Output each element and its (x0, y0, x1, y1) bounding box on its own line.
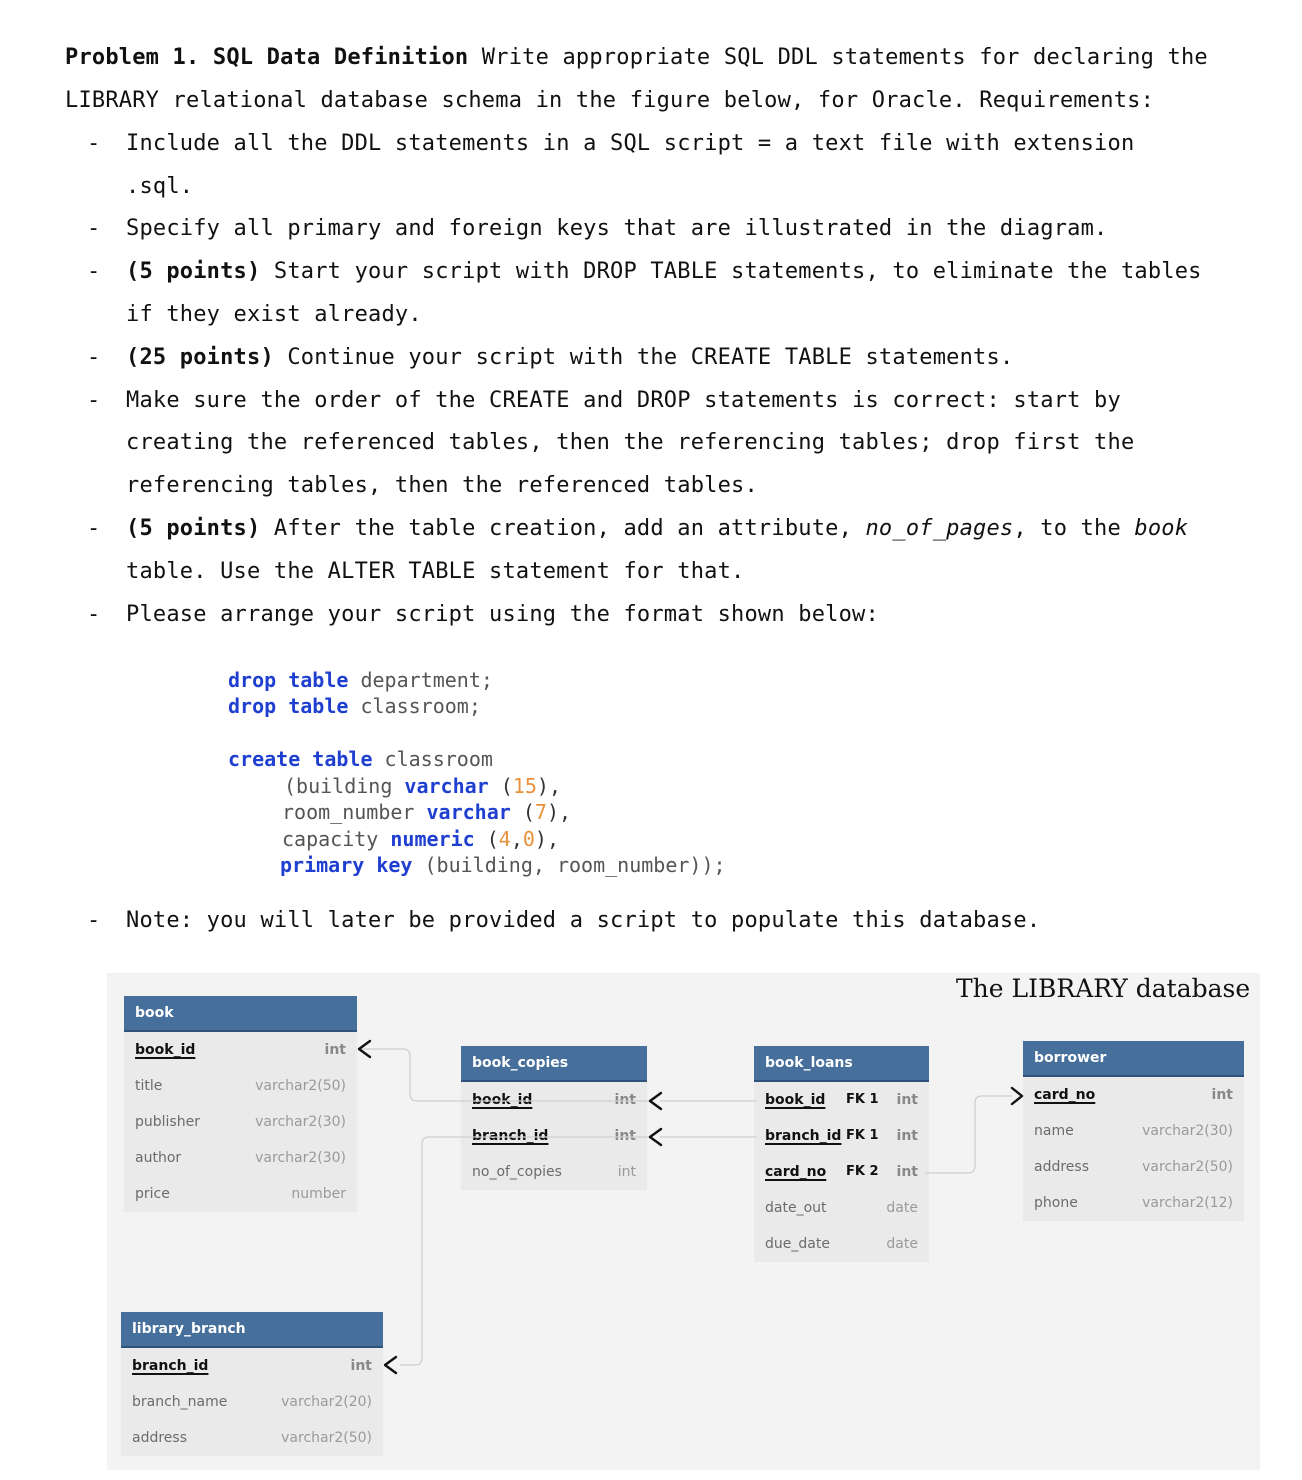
bullet-6-text: After the table creation, add an attribute, (260, 516, 866, 541)
crow-foot-icon (650, 1093, 661, 1109)
code-text: , (510, 827, 523, 851)
code-number: 7 (534, 800, 547, 824)
bullet-dash: - (87, 131, 101, 156)
column-name: phone (1034, 1195, 1078, 1211)
column-type: int (324, 1042, 346, 1058)
column-type: varchar2(30) (255, 1114, 346, 1130)
column-type: int (896, 1092, 918, 1108)
bullet-2-line-1: Specify all primary and foreign keys that are illustrated in the diagram. (126, 216, 1108, 241)
bullet-dash: - (87, 516, 101, 541)
keyword: create table (228, 747, 373, 771)
problem-intro: Write appropriate SQL DDL statements for declaring the (468, 45, 1208, 70)
book-to-book-copies-line (360, 1049, 651, 1101)
column-type: int (614, 1092, 636, 1108)
code-text: ( (510, 800, 535, 824)
code-text: (building, room_number)); (412, 853, 726, 877)
column-type: date (886, 1200, 918, 1216)
keyword: varchar (404, 774, 489, 798)
primary-key-column: branch_id (472, 1128, 549, 1144)
column-name: price (135, 1186, 170, 1202)
bullet-5-line-2: creating the referenced tables, then the referencing tables; drop first the (126, 430, 1135, 455)
arrow-head-icon (1012, 1088, 1022, 1104)
column-type: varchar2(20) (281, 1394, 372, 1410)
keyword: numeric (390, 827, 475, 851)
column-type: varchar2(50) (255, 1078, 346, 1094)
column-type: int (350, 1358, 372, 1374)
table-name-book: book (1134, 516, 1189, 541)
code-text: ( (474, 827, 499, 851)
bullet-4-text: Continue your script with the CREATE TABLE statements. (273, 345, 1014, 370)
library-branch-to-book-copies-line (400, 1137, 651, 1365)
bullet-1-line-2: .sql. (126, 174, 194, 199)
column-type: date (886, 1236, 918, 1252)
keyword: primary key (280, 853, 413, 877)
bullet-dash: - (87, 259, 101, 284)
attribute-name: no_of_pages (865, 516, 1014, 541)
column-type: int (614, 1128, 636, 1144)
column-type: number (291, 1186, 346, 1202)
keyword: drop table (228, 694, 349, 718)
keyword: drop table (228, 668, 349, 692)
table-header: borrower (1023, 1041, 1244, 1077)
table-header: library_branch (121, 1312, 383, 1348)
bullet-3-points: (5 points) (126, 259, 261, 284)
code-text: ), (546, 800, 572, 824)
code-text: capacity (282, 827, 391, 851)
bullet-6-points: (5 points) (126, 516, 261, 541)
bullet-5-line-1: Make sure the order of the CREATE and DROP statements is correct: start by (126, 388, 1121, 413)
column-name: address (132, 1430, 188, 1446)
code-text: (building (284, 774, 405, 798)
code-text: classroom; (348, 694, 481, 718)
foreign-key-label: FK 1 (846, 1128, 879, 1143)
code-text: room_number (282, 800, 427, 824)
column-type: varchar2(50) (1142, 1159, 1233, 1175)
code-text: classroom (372, 747, 493, 771)
crow-foot-icon (650, 1129, 661, 1145)
column-type: varchar2(50) (281, 1430, 372, 1446)
bullet-dash: - (87, 388, 101, 413)
diagram-title: The LIBRARY database (956, 974, 1251, 1003)
book-loans-to-borrower-line (925, 1096, 1012, 1173)
primary-key-column: branch_id (765, 1128, 842, 1144)
primary-key-column: book_id (135, 1042, 196, 1058)
column-type: varchar2(30) (1142, 1123, 1233, 1139)
primary-key-column: card_no (765, 1164, 827, 1180)
primary-key-column: card_no (1034, 1087, 1096, 1103)
column-type: int (617, 1164, 636, 1180)
bullet-6-line-2: table. Use the ALTER TABLE statement for that. (126, 559, 745, 584)
column-type: varchar2(30) (255, 1150, 346, 1166)
column-name: address (1034, 1159, 1090, 1175)
column-type: varchar2(12) (1142, 1195, 1233, 1211)
column-type: int (896, 1128, 918, 1144)
bullet-5-line-3: referencing tables, then the referenced tables. (126, 473, 758, 498)
bullet-6-text-2: , to the (1013, 516, 1135, 541)
keyword: varchar (426, 800, 511, 824)
primary-key-column: branch_id (132, 1358, 209, 1374)
code-number: 0 (522, 827, 535, 851)
bullet-1-line-1: Include all the DDL statements in a SQL script = a text file with extension (126, 131, 1135, 156)
code-number: 15 (512, 774, 537, 798)
primary-key-column: book_id (765, 1092, 826, 1108)
problem-heading: Problem 1. SQL Data Definition (65, 45, 469, 70)
column-type: int (1211, 1087, 1233, 1103)
code-text: ), (536, 774, 561, 798)
bullet-3-line-2: if they exist already. (126, 302, 422, 327)
crow-foot-icon (385, 1357, 396, 1373)
bullet-dash: - (87, 216, 101, 241)
code-text: department; (348, 668, 493, 692)
primary-key-column: book_id (472, 1092, 533, 1108)
bullet-dash: - (87, 345, 101, 370)
code-text: ), (534, 827, 559, 851)
table-header: book (124, 996, 357, 1032)
column-name: publisher (135, 1114, 200, 1130)
column-name: due_date (765, 1236, 830, 1252)
column-name: author (135, 1150, 182, 1166)
bullet-8-line-1: Note: you will later be provided a script to populate this database. (126, 908, 1041, 933)
column-name: title (135, 1078, 163, 1094)
column-type: int (896, 1164, 918, 1180)
bullet-4-points: (25 points) (126, 345, 274, 370)
column-name: date_out (765, 1200, 827, 1216)
table-header: book_copies (461, 1046, 647, 1082)
foreign-key-label: FK 2 (846, 1164, 879, 1179)
column-name: branch_name (132, 1394, 228, 1410)
bullet-dash: - (87, 908, 101, 933)
bullet-7-line-1: Please arrange your script using the format shown below: (126, 602, 879, 627)
column-name: no_of_copies (472, 1164, 562, 1180)
table-header: book_loans (754, 1046, 929, 1082)
bullet-3-text: Start your script with DROP TABLE statements, to eliminate the tables (260, 259, 1202, 284)
problem-intro-line-2: LIBRARY relational database schema in the figure below, for Oracle. Requirements: (65, 88, 1155, 113)
code-text: ( (488, 774, 513, 798)
column-name: name (1034, 1123, 1074, 1139)
bullet-dash: - (87, 602, 101, 627)
foreign-key-label: FK 1 (846, 1092, 879, 1107)
code-number: 4 (498, 827, 511, 851)
